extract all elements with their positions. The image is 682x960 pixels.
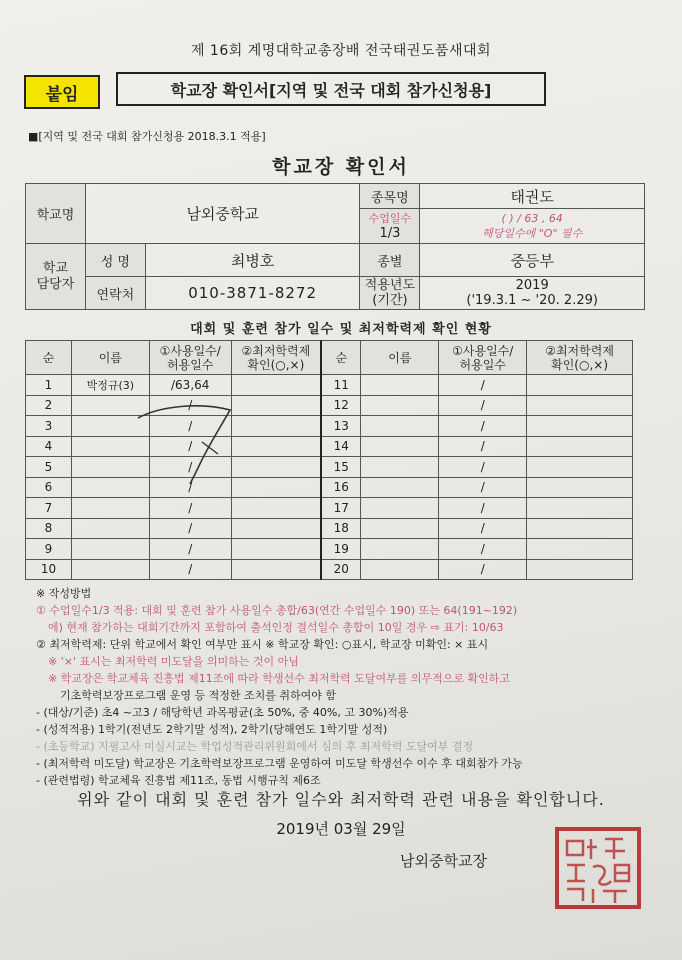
table-cell: / [149, 436, 231, 457]
table-cell [527, 477, 633, 498]
table-cell [361, 539, 439, 560]
division-label: 종별 [360, 244, 420, 277]
table-row [26, 498, 633, 519]
table-cell: 19 [321, 539, 361, 560]
table-cell [361, 477, 439, 498]
attachment-badge: 붙임 [24, 75, 100, 109]
table-cell: / [149, 539, 231, 560]
table-row [26, 436, 633, 457]
sport-value: 태권도 [420, 184, 645, 209]
note-line: ※ 학교장은 학교체육 진흥법 제11조에 따라 학생선수 최저학력 도달여부를 의무적으로 확인하고 [48, 672, 510, 685]
note-line: ② 최저학력제: 단위 학교에서 확인 여부만 표시 ※ 학교장 확인: ○표시, 학교장 미확인: × 표시 [36, 638, 489, 651]
school-name: 남외중학교 [85, 184, 360, 244]
table-cell: / [439, 477, 527, 498]
header-no: 순 [26, 341, 72, 375]
division-value: 중등부 [420, 244, 645, 277]
manager-name-label: 성 명 [85, 244, 145, 277]
table-cell [231, 539, 321, 560]
official-seal-stamp [553, 825, 643, 911]
table-cell: / [149, 457, 231, 478]
table-cell: / [149, 477, 231, 498]
note-line: 기초학력보장프로그램 운영 등 적정한 조치를 취하여야 함 [60, 689, 337, 702]
table-cell: 박정규(3) [71, 375, 149, 396]
table-cell: 15 [321, 457, 361, 478]
table-cell [527, 518, 633, 539]
table-cell [527, 416, 633, 437]
table-cell [527, 395, 633, 416]
notes-section [36, 585, 656, 789]
school-name-label: 학교명 [26, 184, 86, 244]
header-name: 이름 [71, 341, 149, 375]
table-cell: / [439, 559, 527, 580]
table-cell [527, 375, 633, 396]
table-cell: / [439, 498, 527, 519]
note-line: - (최저학력 미도달) 학교장은 기초학력보장프로그램 운영하여 미도달 학생선수 이수 후 대회참가 가능 [36, 757, 523, 770]
status-header-row [26, 341, 633, 375]
table-cell: 3 [26, 416, 72, 437]
table-cell [527, 457, 633, 478]
table-cell: 1 [26, 375, 72, 396]
table-cell: 18 [321, 518, 361, 539]
table-cell: 4 [26, 436, 72, 457]
header-no-right: 순 [321, 341, 361, 375]
note-line: 에) 현재 참가하는 대회기간까지 포함하여 출석인정 결석일수 총합이 10일 경우 ⇨ 표기: 10/63 [48, 621, 504, 634]
table-cell [361, 395, 439, 416]
table-row [26, 416, 633, 437]
manager-label: 학교 담당자 [26, 244, 86, 310]
table-row [26, 477, 633, 498]
signature-date: 2019년 03월 29일 [276, 820, 406, 838]
signer-title: 남외중학교장 [400, 852, 487, 870]
table-cell [527, 498, 633, 519]
table-cell: 7 [26, 498, 72, 519]
manager-name: 최병호 [145, 244, 360, 277]
table-cell: 13 [321, 416, 361, 437]
table-cell: / [439, 436, 527, 457]
handwritten-strike-mark [130, 398, 250, 488]
table-cell [361, 559, 439, 580]
table-row [26, 375, 633, 396]
year-cell: 2019 ('19.3.1 ~ '20. 2.29) [420, 277, 645, 310]
days-cell: ( ) / 63 , 64 해당일수에 "O" 필수 [420, 209, 645, 244]
table-cell: / [149, 395, 231, 416]
table-row [26, 518, 633, 539]
event-title: 제 16회 계명대학교총장배 전국태권도품새대회 [190, 43, 492, 59]
form-title: 학교장 확인서[지역 및 전국 대회 참가신청용] [116, 72, 546, 106]
header-days: ①사용일수/ 허용일수 [149, 341, 231, 375]
table-cell: 17 [321, 498, 361, 519]
note-line: - (초등학교) 지필고사 미실시교는 학업성적관리위원회에서 심의 후 최저학력 도달여부 결정 [36, 740, 474, 753]
table-row [26, 457, 633, 478]
table-cell: / [439, 539, 527, 560]
note-line: ※ '×' 표시는 최저학력 미도달을 의미하는 것이 아님 [48, 655, 299, 668]
note-line: - (성적적용) 1학기(전년도 2학기말 성적), 2학기(당해연도 1학기말 성적) [36, 723, 388, 736]
table-cell: 10 [26, 559, 72, 580]
table-cell: / [149, 559, 231, 580]
table-cell [361, 498, 439, 519]
table-cell: 6 [26, 477, 72, 498]
header-check: ②최저학력제 확인(○,×) [231, 341, 321, 375]
table-cell [71, 498, 149, 519]
header-name-right: 이름 [361, 341, 439, 375]
table-cell: / [439, 416, 527, 437]
table-cell: / [439, 395, 527, 416]
header-days-right: ①사용일수/ 허용일수 [439, 341, 527, 375]
table-cell [361, 375, 439, 396]
table-cell [231, 375, 321, 396]
sport-label: 종목명 [360, 184, 420, 209]
table-cell: / [439, 518, 527, 539]
note-line: - (대상/기준) 초4 ~고3 / 해당학년 과목평균(초 50%, 중 40%, 고 30%)적용 [36, 706, 409, 719]
table-cell [71, 518, 149, 539]
status-table [25, 340, 633, 580]
table-cell [71, 539, 149, 560]
table-cell: / [439, 457, 527, 478]
table-cell [361, 416, 439, 437]
table-cell: 11 [321, 375, 361, 396]
table-cell: / [439, 375, 527, 396]
year-label: 적용년도 (기간) [360, 277, 420, 310]
table-cell: 2 [26, 395, 72, 416]
table-row [26, 539, 633, 560]
header-check-right: ②최저학력제 확인(○,×) [527, 341, 633, 375]
table-cell [231, 518, 321, 539]
contact-value: 010-3871-8272 [145, 277, 360, 310]
table-cell [231, 498, 321, 519]
table-cell: 16 [321, 477, 361, 498]
table-cell: / [149, 498, 231, 519]
note-line: ① 수업일수1/3 적용: 대회 및 훈련 참가 사용일수 총합/63(연간 수업일수 190) 또는 64(191~192) [36, 604, 518, 617]
table-cell: 9 [26, 539, 72, 560]
table-cell [527, 539, 633, 560]
table-cell [361, 457, 439, 478]
table-cell [231, 559, 321, 580]
doc-title: 학교장 확인서 [272, 156, 410, 178]
table-row [26, 395, 633, 416]
days-label: 수업일수 1/3 [360, 209, 420, 244]
table-cell [71, 559, 149, 580]
notes-heading: ※ 작성방법 [36, 587, 92, 600]
form-meta: ■[지역 및 전국 대회 참가신청용 2018.3.1 적용] [28, 130, 266, 143]
table-cell: / [149, 518, 231, 539]
table-cell: / [149, 416, 231, 437]
table-cell [361, 518, 439, 539]
table-cell: /63,64 [149, 375, 231, 396]
table-cell [527, 436, 633, 457]
status-title: 대회 및 훈련 참가 일수 및 최저학력제 확인 현황 [190, 322, 492, 337]
table-cell: 12 [321, 395, 361, 416]
confirmation-text: 위와 같이 대회 및 훈련 참가 일수와 최저학력 관련 내용을 확인합니다. [77, 790, 605, 809]
table-cell: 8 [26, 518, 72, 539]
table-cell: 5 [26, 457, 72, 478]
table-cell: 14 [321, 436, 361, 457]
school-info-table [25, 183, 645, 310]
note-line: - (관련법령) 학교체육 진흥법 제11조, 동법 시행규칙 제6조 [36, 774, 321, 787]
table-cell [527, 559, 633, 580]
table-row [26, 559, 633, 580]
contact-label: 연락처 [85, 277, 145, 310]
table-cell [361, 436, 439, 457]
table-cell: 20 [321, 559, 361, 580]
